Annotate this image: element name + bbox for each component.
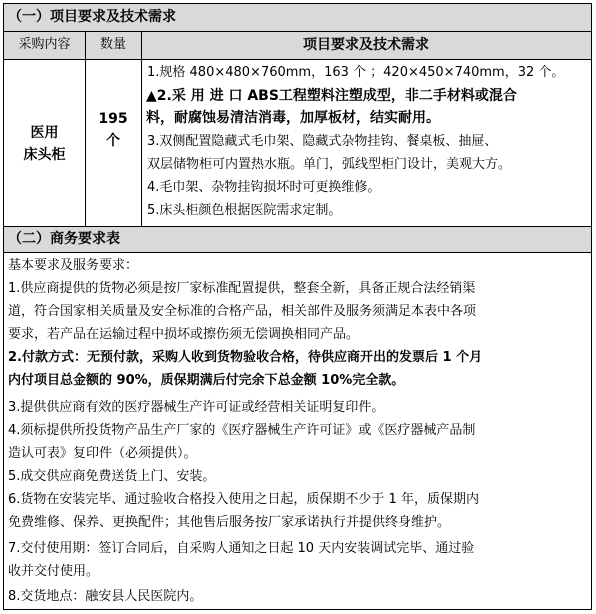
item-name: 医用 <box>30 125 59 141</box>
business-line: 道，符合国家相关质量及安全标准的合格产品，相关部件及服务须满足本表中各项 <box>8 304 477 319</box>
requirement-line: 双层储物柜可内置热水瓶。单门，弧线型柜门设计，美观大方。 <box>147 157 512 172</box>
divider <box>4 252 591 253</box>
business-line: 收并交付使用。 <box>8 564 100 579</box>
header-item: 采购内容 <box>18 37 71 52</box>
divider <box>4 226 591 227</box>
business-line: 5.成交供应商免费送货上门、安装。 <box>8 469 216 484</box>
section2-title: （二）商务要求表 <box>8 231 120 247</box>
section1-title: （一）项目要求及技术需求 <box>8 9 176 25</box>
requirement-line: 4.毛巾架、杂物挂钩损坏时可更换维修。 <box>147 180 381 195</box>
item-quantity-unit: 个 <box>106 133 120 149</box>
divider <box>4 59 591 60</box>
business-line: 基本要求及服务要求： <box>8 258 139 273</box>
business-line: 要求，若产品在运输过程中损坏或擦伤须无偿调换相同产品。 <box>8 327 360 342</box>
business-line: 8.交货地点：融安县人民医院内。 <box>8 589 203 604</box>
business-line: 6.货物在安装完毕、通过验收合格投入使用之日起，质保期不少于 1 年，质保期内 <box>8 492 479 507</box>
item-quantity: 195 <box>98 111 128 127</box>
business-line: 造认可表》复印件（必须提供）。 <box>8 446 197 461</box>
requirement-line: 3.双侧配置隐藏式毛巾架、隐藏式杂物挂钩、餐桌板、抽屉、 <box>147 134 498 149</box>
business-line: 内付项目总金额的 90%，质保期满后付完余下总金额 10%完全款。 <box>8 373 405 388</box>
item-name: 床头柜 <box>23 147 66 163</box>
header-requirements: 项目要求及技术需求 <box>303 37 429 53</box>
business-line: 7.交付使用期：签订合同后，自采购人通知之日起 10 天内安装调试完毕、通过验 <box>8 541 475 556</box>
requirement-line: 5.床头柜颜色根据医院需求定制。 <box>147 203 342 218</box>
business-line: 3.提供供应商有效的医疗器械生产许可证或经营相关证明复印件。 <box>8 400 385 415</box>
header-qty: 数量 <box>99 37 126 52</box>
business-line: 免费维修、保养、更换配件；其他售后服务按厂家承诺执行并提供终身维护。 <box>8 515 451 530</box>
business-line: 4.须标提供所投货物产品生产厂家的《医疗器械生产许可证》或《医疗器械产品制 <box>8 423 476 438</box>
requirement-line: 料，耐腐蚀易清洁消毒，加厚板材，结实耐用。 <box>146 110 440 126</box>
requirements-table <box>3 3 592 610</box>
business-line: 1.供应商提供的货物必须是按厂家标准配置提供，整套全新，具备正规合法经销渠 <box>8 281 476 296</box>
requirement-line: ▲2.采 用 进 口 ABS工程塑料注塑成型，非二手材料或混合 <box>146 88 517 104</box>
requirement-line: 1.规格 480×480×760mm，163 个 ；420×450×740mm，32 个。 <box>147 65 565 80</box>
business-line: 2.付款方式：无预付款，采购人收到货物验收合格，待供应商开出的发票后 1 个月 <box>8 350 483 365</box>
divider <box>141 31 142 226</box>
divider <box>4 31 591 32</box>
